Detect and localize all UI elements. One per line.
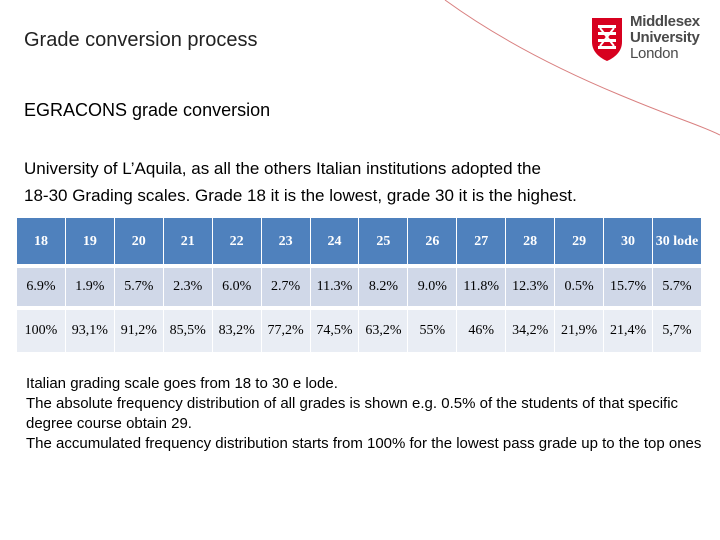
table-cell: 34,2%: [506, 310, 555, 352]
intro-line-2: 18-30 Grading scales. Grade 18 it is the lowest, grade 30 it is the highest.: [24, 186, 577, 205]
table-cell: 21,4%: [604, 310, 653, 352]
university-logo: [590, 12, 710, 72]
table-row-absolute: [17, 268, 702, 306]
notes-text: [26, 374, 706, 454]
grade-distribution-table: [16, 218, 702, 352]
table-row-cumulative: [17, 310, 702, 352]
header-cell: 27: [457, 218, 506, 264]
notes-line-3: The accumulated frequency distribution starts from 100% for the lowest pass grade up to the top ones: [26, 435, 702, 452]
header-cell: 26: [408, 218, 457, 264]
header-cell: 20: [114, 218, 163, 264]
table-cell: 63,2%: [359, 310, 408, 352]
table-cell: 55%: [408, 310, 457, 352]
table-cell: 93,1%: [65, 310, 114, 352]
table-cell: 83,2%: [212, 310, 261, 352]
table-cell: 15.7%: [604, 268, 653, 306]
table-cell: 1.9%: [65, 268, 114, 306]
table-cell: 12.3%: [506, 268, 555, 306]
header-cell: 19: [65, 218, 114, 264]
intro-line-1: University of L’Aquila, as all the others Italian institutions adopted the: [24, 159, 541, 178]
table-cell: 2.7%: [261, 268, 310, 306]
table-cell: 8.2%: [359, 268, 408, 306]
table-cell: 2.3%: [163, 268, 212, 306]
notes-line-2: The absolute frequency distribution of all grades is shown e.g. 0.5% of the students of that specific degree course obtain 29.: [26, 395, 679, 432]
intro-text: [24, 155, 714, 209]
header-cell: 30: [604, 218, 653, 264]
table-cell: 6.0%: [212, 268, 261, 306]
logo-line-1: Middlesex: [630, 13, 700, 30]
logo-line-2: University: [630, 29, 700, 46]
header-cell: 23: [261, 218, 310, 264]
table-cell: 74,5%: [310, 310, 359, 352]
table-cell: 85,5%: [163, 310, 212, 352]
table-cell: 46%: [457, 310, 506, 352]
header-cell: 29: [555, 218, 604, 264]
section-subtitle: EGRACONS grade conversion: [24, 100, 271, 120]
table-cell: 9.0%: [408, 268, 457, 306]
page-title: Grade conversion process: [24, 29, 258, 51]
header-cell: 25: [359, 218, 408, 264]
header-cell: 28: [506, 218, 555, 264]
table-cell: 0.5%: [555, 268, 604, 306]
table-header-row: [17, 218, 702, 264]
table-cell: 91,2%: [114, 310, 163, 352]
table-cell: 5.7%: [652, 268, 701, 306]
header-cell: 30 lode: [652, 218, 701, 264]
table-cell: 11.8%: [457, 268, 506, 306]
header-cell: 21: [163, 218, 212, 264]
table-cell: 6.9%: [17, 268, 66, 306]
notes-line-1: Italian grading scale goes from 18 to 30 e lode.: [26, 375, 338, 392]
table-cell: 5,7%: [652, 310, 701, 352]
header-cell: 22: [212, 218, 261, 264]
table-cell: 11.3%: [310, 268, 359, 306]
header-cell: 24: [310, 218, 359, 264]
table-cell: 21,9%: [555, 310, 604, 352]
shield-logo-icon: [590, 16, 624, 62]
table-cell: 77,2%: [261, 310, 310, 352]
table-cell: 100%: [17, 310, 66, 352]
table-cell: 5.7%: [114, 268, 163, 306]
header-cell: 18: [17, 218, 66, 264]
logo-line-3: London: [630, 45, 679, 62]
